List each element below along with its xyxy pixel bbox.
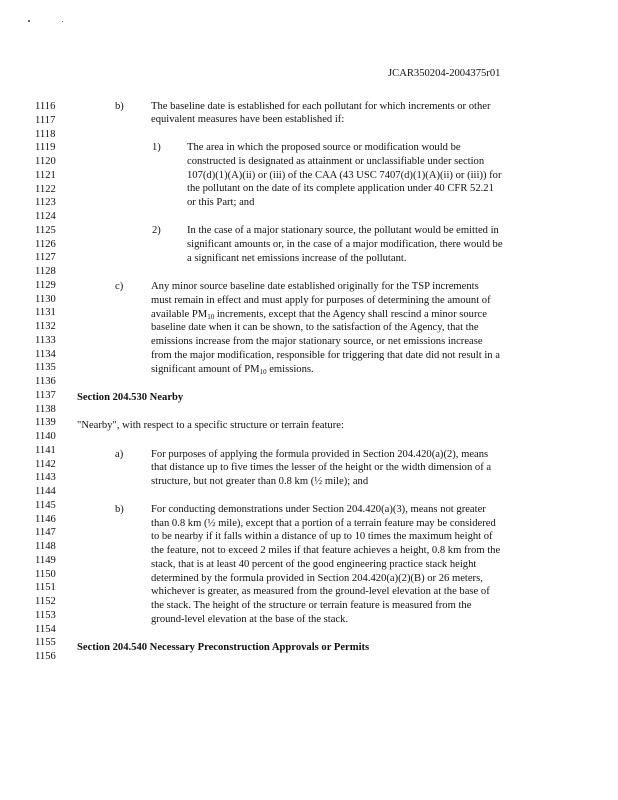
line-number: 1148 <box>35 541 56 552</box>
line-number: 1134 <box>35 348 56 360</box>
line-number: 1126 <box>35 238 56 250</box>
body-line: determined by the formula provided in Section 204.420(a)(2)(B) or 26 meters, <box>151 573 483 584</box>
scan-speck <box>28 20 30 22</box>
line-number: 1133 <box>35 334 56 346</box>
section-heading: Section 204.540 Necessary Preconstruction Approvals or Permits <box>77 642 370 653</box>
body-line: from the major modification, responsible for triggering that date did not result in a <box>151 350 500 361</box>
line-number: 1156 <box>35 651 56 662</box>
body-line: structure, but not greater than 0.8 km (½ mile); and <box>151 476 369 487</box>
body-line: that distance up to five times the lesser of the height or the width dimension of a <box>151 462 492 473</box>
body-line: the stack. The height of the structure or terrain feature is measured from the <box>151 600 472 611</box>
line-number: 1146 <box>35 513 56 525</box>
body-line: In the case of a major stationary source, the pollutant would be emitted in <box>187 225 499 236</box>
item-label-c: c) <box>115 281 124 292</box>
line-number: 1154 <box>35 623 56 635</box>
line-number: 1136 <box>35 376 56 387</box>
body-line: must remain in effect and must apply for purposes of determining the amount of <box>151 295 491 306</box>
item-label-b: b) <box>115 101 124 112</box>
subscript: 10 <box>207 313 215 321</box>
scan-speck <box>62 21 63 22</box>
body-line: 107(d)(1)(A)(ii) or (iii) of the CAA (43 USC 7407(d)(1)(A)(ii) or (iii)) for <box>187 170 502 181</box>
line-number: 1140 <box>35 431 56 442</box>
body-line: ground-level elevation at the base of the stack. <box>151 614 349 625</box>
line-number: 1141 <box>35 444 56 456</box>
line-number: 1120 <box>35 156 56 167</box>
body-line: than 0.8 km (½ mile), except that a portion of a terrain feature may be considered <box>151 518 496 529</box>
line-number: 1116 <box>35 101 56 112</box>
line-number: 1151 <box>35 582 56 594</box>
item-label-1: 1) <box>152 142 161 153</box>
item-label-a: a) <box>115 449 124 460</box>
line-number: 1122 <box>35 183 56 195</box>
item-label-2: 2) <box>152 225 161 236</box>
body-line: or this Part; and <box>187 197 255 208</box>
line-number: 1119 <box>35 142 56 154</box>
line-number: 1130 <box>35 293 56 305</box>
line-number: 1139 <box>35 417 56 429</box>
line-number: 1147 <box>35 527 56 539</box>
body-line: The baseline date is established for each pollutant for which increments or other <box>151 101 491 112</box>
body-line: baseline date when it can be shown, to the satisfaction of the Agency, that the <box>151 322 479 333</box>
body-line: a significant net emissions increase of the pollutant. <box>187 253 407 264</box>
line-number: 1132 <box>35 321 56 332</box>
body-line: For conducting demonstrations under Section 204.420(a)(3), means not greater <box>151 504 486 515</box>
line-number: 1152 <box>35 596 56 607</box>
text-segment: available PM <box>151 309 208 320</box>
body-line: "Nearby", with respect to a specific structure or terrain feature: <box>77 420 344 431</box>
body-line: to be nearby if it falls within a distance of up to 10 times the maximum height of <box>151 531 493 542</box>
line-number: 1117 <box>35 114 56 126</box>
item-label-b: b) <box>115 504 124 515</box>
line-number: 1124 <box>35 211 56 222</box>
line-number: 1128 <box>35 266 56 277</box>
body-line: constructed is designated as attainment or unclassifiable under section <box>187 156 485 167</box>
line-number: 1149 <box>35 554 56 566</box>
line-number: 1145 <box>35 499 56 511</box>
body-line: emissions increase from the major stationary source, or net emissions increase <box>151 336 483 347</box>
text-segment: increments, except that the Agency shall rescind a minor source <box>214 309 487 320</box>
line-number: 1127 <box>35 252 56 264</box>
line-number: 1118 <box>35 128 56 140</box>
line-number: 1129 <box>35 279 56 291</box>
body-line: whichever is greater, as measured from the ground-level elevation at the base of <box>151 586 490 597</box>
body-line: equivalent measures have been established if: <box>151 114 345 125</box>
line-number: 1125 <box>35 224 56 236</box>
body-line: the pollutant on the date of its complete application under 40 CFR 52.21 <box>187 183 494 194</box>
line-number: 1142 <box>35 458 56 470</box>
body-line: Any minor source baseline date established originally for the TSP increments <box>151 281 479 292</box>
line-number: 1150 <box>35 568 56 580</box>
line-number: 1123 <box>35 197 56 209</box>
text-segment: emissions. <box>266 364 314 375</box>
line-number: 1135 <box>35 362 56 374</box>
body-line: significant amounts or, in the case of a major modification, there would be <box>187 239 503 250</box>
line-number: 1144 <box>35 486 56 497</box>
line-number: 1153 <box>35 609 56 621</box>
line-number: 1131 <box>35 307 56 319</box>
text-segment: significant amount of PM <box>151 364 260 375</box>
body-line: For purposes of applying the formula provided in Section 204.420(a)(2), means <box>151 449 489 460</box>
line-number: 1143 <box>35 472 56 484</box>
line-number: 1138 <box>35 403 56 415</box>
section-heading: Section 204.530 Nearby <box>77 392 184 403</box>
document-header-id: JCAR350204-2004375r01 <box>388 68 501 79</box>
subscript: 10 <box>259 368 267 376</box>
body-line <box>151 364 314 375</box>
line-number: 1121 <box>35 169 56 181</box>
body-line: the feature, not to exceed 2 miles if that feature achieves a height, 0.8 km from the <box>151 545 501 556</box>
body-line: The area in which the proposed source or modification would be <box>187 142 461 153</box>
body-line <box>151 309 487 320</box>
body-line: stack, that is at least 40 percent of the good engineering practice stack height <box>151 559 477 570</box>
line-number: 1137 <box>35 389 56 401</box>
line-number: 1155 <box>35 637 56 649</box>
